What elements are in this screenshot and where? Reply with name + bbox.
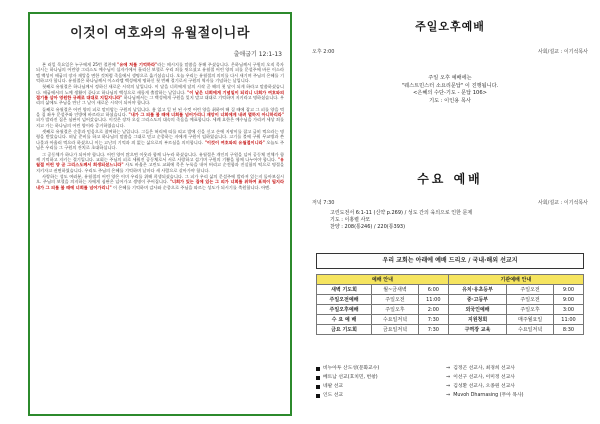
afternoon-worship-section (304, 18, 596, 105)
sermon-paragraph: 둘째로 유월절은 어린 양의 피로 말미암는 구원의 날입니다. 흠 없고 일 년 된 수컷 어린 양을 취하여 해 질 때에 잡고 그 피를 양을 먹을 집 좌우 문설주와 인방에 바르라고 하셨습니다. "내가 그 피를 볼 때에 너희를 넘어가리니 재앙이 너희에게 내려 멸하지 아니하리라" 피가 발라진 집은 심판이 넘어갔습니다. 이것은 장차 오실 그리스도의 대속의 죽음을 예표합니다. 세례 요한은 예수님을 가리켜 세상 죄를 지고 가는 하나님의 어린 양이라 증거하였습니다. (36, 106, 284, 128)
table-cell: 금요일저녁 (372, 325, 419, 335)
table-cell: 새벽 기도회 (317, 285, 372, 295)
table-cell: 주일오후예배 (317, 305, 372, 315)
arrow-right-icon: ⇒ (446, 392, 451, 398)
worship-schedule-header: 예배 안내 (317, 275, 449, 285)
afternoon-line: <은혜의 수단-기도 - 문답 106> (412, 90, 488, 96)
afternoon-leader: 사회/설교 : 이기석목사 (537, 49, 588, 55)
sermon-body (34, 62, 286, 406)
list-item (316, 364, 590, 373)
list-item (316, 391, 590, 400)
sermon-paragraph: 그 공동체가 하나가 되어야 합니다. 어린 양이 많으면 이웃과 함께 나누라 하셨습니다. 유월절은 개인의 구원을 넘어 공동체 전체가 함께 기억하고 지키는 절기입니다. 교회는 주님의 피로 세워진 공동체로서 서로 사랑하고 섬기며 구원의 기쁨을 함께 나누어야 합니다. "유월절 어린 양 곧 그리스도께서 희생되셨느니라" 사도 바울은 고린도 교회에 묵은 누룩을 내어 버리고 순전함과 진실함의 떡으로 명절을 지키자고 권면하였습니다. 우리도 주님의 은혜를 기억하며 날마다 새 사람으로 살아가야 합니다. (36, 151, 284, 173)
table-cell: 7:30 (418, 325, 448, 335)
table-header-row (317, 275, 584, 285)
sermon-title: 이것이 여호와의 유월절이니라 (70, 26, 250, 41)
missionary-names: 김정곤 선교사, 최경희 선교사 (453, 366, 515, 371)
scripture-reference: 출애굽기 12:1-13 (233, 51, 282, 58)
table-cell: 주일오전 (507, 295, 554, 305)
sermon-paragraph: 본 러일 목요일은 누구에게 25번 절찬에 "유에 처를 기억하라"라는 메시지를 말씀을 통해 주셨습니다. 은하님께서 구원의 오직 목자되시는 하나님의 어린양 그리스도 예수님이 십자가에서 흘리신 보혈로 우리 죄를 씻으셨고 유월절 어린 양의 피를 문설주에 바른 이스라엘 백성이 애굽의 장자 재앙을 면한 것처럼 죽음에서 생명으로 옮기셨습니다. 오늘 우리는 유월절의 의미를 다시 새기며 주님의 은혜를 기억하고자 합니다. 유월절은 하나님께서 이스라엘 백성에게 명하신 첫 번째 절기로서 구원의 역사를 기념하는 날입니다. (36, 62, 284, 84)
table-cell: 9:00 (553, 285, 583, 295)
sermon-paragraph: 셋째로 유월절은 순종과 믿음으로 참여하는 날입니다. 그들은 허리에 띠를 띠고 발에 신을 신고 손에 지팡이를 잡고 급히 먹으라는 명령을 받았습니다. 떠날 준비를 하고 하나님의 말씀을 그대로 믿고 순종하는 자에게 구원이 임하였습니다. 고기를 불에 구워 무교병과 쓴 나물과 아울러 먹으라 하셨으니 이는 고난의 기억과 죄 없는 삶으로의 부르심을 의미합니다. "이것이 여호와의 유월절이니라" 오늘도 주님은 우리를 그 구원의 잔치로 초대하십니다. (36, 129, 284, 151)
wednesday-leader: 사회/설교 : 이기석목사 (537, 200, 588, 206)
missionary-names: Muvoh Dharnasing (무아 목사) (453, 393, 524, 398)
sermon-paragraph: 첫째로 유월절은 하나님께서 정하신 새로운 시작의 날입니다. 이 달을 너희에게 달의 시작 곧 해의 첫 달이 되게 하라고 말씀하셨습니다. 애굽에서의 노예 생활이 끝나고 하나님의 백성으로 새롭게 출발하는 날입니다. "이 날은 너희에게 기념일이 되리니 너희가 여호와의 절기를 삼아 영원한 규례로 대대로 지킬지니라" 하나님께서는 그 백성에게 구원을 잊지 말고 대대로 기억하며 지키라고 명하셨습니다. 우리의 삶에도 주님을 만난 그 날이 새로운 시작이 되어야 합니다. (36, 84, 284, 106)
table-cell: 수요일저녁 (372, 315, 419, 325)
list-item (316, 382, 590, 391)
table-row (317, 285, 584, 295)
square-bullet-icon (316, 394, 320, 398)
sermon-page (28, 12, 292, 416)
square-bullet-icon (316, 367, 320, 371)
square-bullet-icon (316, 376, 320, 380)
mission-field: 베트남 선교(호치민, 번창) (323, 375, 378, 380)
wednesday-time: 저녁 7:30 (312, 200, 335, 206)
table-cell: 2:00 (418, 305, 448, 315)
table-cell: 금요 기도회 (317, 325, 372, 335)
table-cell: 월~금새벽 (372, 285, 419, 295)
arrow-right-icon: ⇒ (446, 365, 451, 371)
table-cell: 구역장 교육 (448, 325, 506, 335)
list-item (316, 373, 590, 382)
mission-banner: 우리 교회는 아래에 예배 드리오 / 국내·해외 선교지 (316, 253, 584, 269)
wednesday-worship-section (304, 170, 596, 231)
table-cell: 11:00 (418, 295, 448, 305)
table-cell: 중·고등부 (448, 295, 506, 305)
afternoon-time: 오후 2:00 (312, 49, 335, 55)
table-cell: 유치·유초등부 (448, 285, 506, 295)
mission-field: 인도 선교 (323, 393, 344, 398)
bulletin-page (304, 12, 596, 416)
missionary-names: 이선구 선교사, 이미정 선교사 (453, 375, 515, 380)
afternoon-line: "웨스트민스터 소요리문답" 이 진행됩니다. (401, 82, 499, 89)
table-row (317, 295, 584, 305)
wednesday-line: 기도 : 이홍렬 사모 (330, 217, 371, 223)
missionary-names: 김성환 선교사, 오종원 선교사 (453, 384, 515, 389)
table-cell: 8:30 (553, 325, 583, 335)
table-cell: 11:00 (553, 315, 583, 325)
square-bullet-icon (316, 385, 320, 389)
afternoon-line: 기도 : 이인용 목사 (429, 97, 471, 104)
mission-field: 비누아투 산도성(문화교수) (323, 366, 380, 371)
afternoon-worship-title: 주일오후예배 (415, 20, 485, 33)
table-cell: 7:30 (418, 315, 448, 325)
table-cell: 주일오전 (507, 285, 554, 295)
table-cell: 주일오후 (372, 305, 419, 315)
table-cell: 매주월요일 (507, 315, 554, 325)
arrow-right-icon: ⇒ (446, 374, 451, 380)
missionary-list (316, 364, 590, 400)
table-row (317, 325, 584, 335)
table-cell: 주일오전예배 (317, 295, 372, 305)
afternoon-line: 주일 오후 예배에는 (428, 75, 472, 81)
sermon-paragraph: 사랑하는 성도 여러분, 유월절의 어린 양은 이미 우리를 위해 희생되셨습니다. 그 피가 우리 삶의 문설주에 발라져 있는지 돌아보십시오. 주님의 보혈을 의지하는 자에게 심판은 넘어가고 생명이 주어집니다. "너희가 있는 집에 있는 그 피가 너희를 위하여 표적이 될지라 내가 그 피를 볼 때에 너희를 넘어가리니" 이 은혜를 기억하며 감사와 순종으로 주님을 따르는 성도가 되시기를 축원합니다. 아멘. (36, 173, 284, 190)
table-cell: 수 요 예 배 (317, 315, 372, 325)
table-cell: 주일오후 (507, 305, 554, 315)
table-cell: 지원청회 (448, 315, 506, 325)
department-schedule-header: 기관예배 안내 (448, 275, 583, 285)
wednesday-info (304, 210, 596, 231)
wednesday-worship-title: 수요 예배 (417, 172, 483, 186)
wednesday-meta (304, 199, 596, 206)
table-cell: 6:00 (418, 285, 448, 295)
table-cell: 외국인예배 (448, 305, 506, 315)
worship-schedule-table (316, 274, 584, 335)
table-row (317, 315, 584, 325)
afternoon-meta (304, 48, 596, 55)
wednesday-line: 찬양 : 208(통246) / 220(통393) (330, 224, 406, 230)
wednesday-line: 고린도전서 6:1-11 (신약 p.269) / 성도 간의 육의으로 인한 문제 (330, 210, 473, 216)
mission-field: 네팔 선교 (323, 384, 344, 389)
table-cell: 3:00 (553, 305, 583, 315)
afternoon-notice (304, 75, 596, 105)
table-row (317, 305, 584, 315)
table-cell: 주일오전 (372, 295, 419, 305)
table-cell: 수요일저녁 (507, 325, 554, 335)
table-cell: 9:00 (553, 295, 583, 305)
arrow-right-icon: ⇒ (446, 383, 451, 389)
